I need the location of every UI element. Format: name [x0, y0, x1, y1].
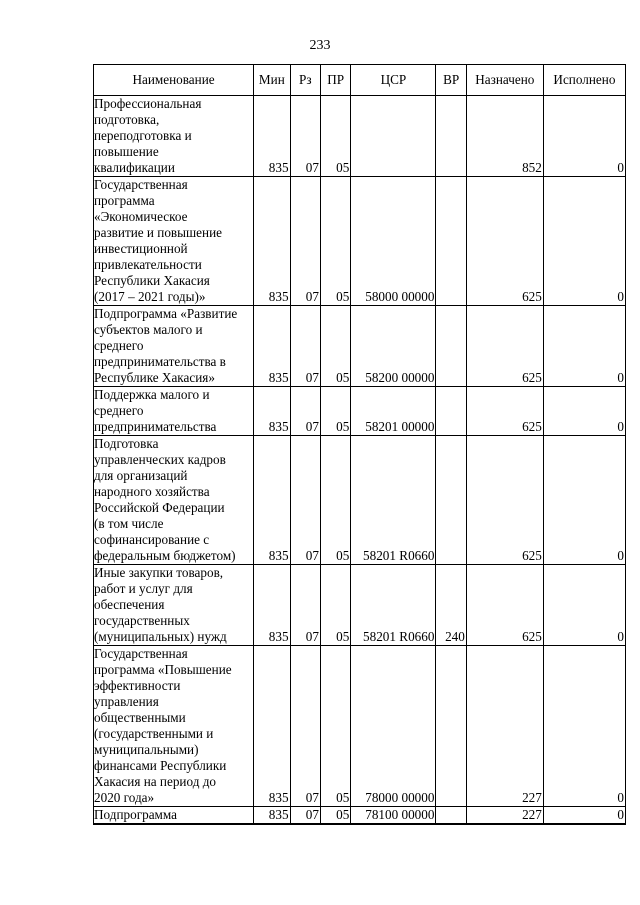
row-pr: 05 — [320, 96, 350, 177]
row-vr — [436, 436, 466, 565]
row-executed: 0 — [543, 177, 625, 306]
row-csr: 58201 00000 — [351, 387, 436, 436]
row-executed: 0 — [543, 436, 625, 565]
table-row — [94, 646, 626, 807]
table-row — [94, 96, 626, 177]
row-assigned: 625 — [466, 565, 543, 646]
row-pr: 05 — [320, 807, 350, 825]
row-assigned: 625 — [466, 177, 543, 306]
row-executed: 0 — [543, 306, 625, 387]
row-min: 835 — [254, 177, 290, 306]
row-csr: 58201 R0660 — [351, 436, 436, 565]
row-rz: 07 — [290, 96, 320, 177]
row-rz: 07 — [290, 807, 320, 825]
row-name: Иные закупки товаров, работ и услуг для обеспечения государственных (муниципальных) нужд — [94, 565, 254, 646]
row-min: 835 — [254, 565, 290, 646]
row-executed: 0 — [543, 387, 625, 436]
row-vr — [436, 177, 466, 306]
header-name: Наименование — [94, 65, 254, 96]
page-number: 233 — [309, 38, 331, 53]
table-row — [94, 306, 626, 387]
row-csr: 58000 00000 — [351, 177, 436, 306]
row-vr — [436, 807, 466, 825]
row-assigned: 625 — [466, 387, 543, 436]
row-assigned: 625 — [466, 306, 543, 387]
row-min: 835 — [254, 807, 290, 825]
table-row — [94, 436, 626, 565]
header-pr: ПР — [320, 65, 350, 96]
row-vr — [436, 387, 466, 436]
row-pr: 05 — [320, 646, 350, 807]
row-csr — [351, 96, 436, 177]
row-name: Профессиональная подготовка, переподготовка и повышение квалификации — [94, 96, 254, 177]
row-csr: 58201 R0660 — [351, 565, 436, 646]
row-min: 835 — [254, 306, 290, 387]
row-csr: 78000 00000 — [351, 646, 436, 807]
row-min: 835 — [254, 387, 290, 436]
row-executed: 0 — [543, 96, 625, 177]
row-assigned: 227 — [466, 646, 543, 807]
row-rz: 07 — [290, 177, 320, 306]
row-vr — [436, 646, 466, 807]
row-assigned: 625 — [466, 436, 543, 565]
row-rz: 07 — [290, 306, 320, 387]
row-pr: 05 — [320, 436, 350, 565]
row-min: 835 — [254, 436, 290, 565]
row-name: Подпрограмма «Развитие субъектов малого и среднего предпринимательства в Республике Хакасия» — [94, 306, 254, 387]
table-row — [94, 807, 626, 825]
row-name: Поддержка малого и среднего предпринимательства — [94, 387, 254, 436]
row-rz: 07 — [290, 436, 320, 565]
row-csr: 58200 00000 — [351, 306, 436, 387]
row-rz: 07 — [290, 387, 320, 436]
row-assigned: 227 — [466, 807, 543, 825]
header-row — [94, 65, 626, 96]
row-pr: 05 — [320, 387, 350, 436]
table-row — [94, 565, 626, 646]
budget-table — [93, 64, 626, 825]
header-csr: ЦСР — [351, 65, 436, 96]
row-vr — [436, 306, 466, 387]
row-name: Подготовка управленческих кадров для организаций народного хозяйства Российской Федерации (в том числе софинансирование с федеральным бюджетом) — [94, 436, 254, 565]
row-executed: 0 — [543, 807, 625, 825]
row-vr: 240 — [436, 565, 466, 646]
row-min: 835 — [254, 96, 290, 177]
header-rz: Рз — [290, 65, 320, 96]
row-assigned: 852 — [466, 96, 543, 177]
table-row — [94, 177, 626, 306]
row-rz: 07 — [290, 565, 320, 646]
header-assigned: Назначено — [466, 65, 543, 96]
row-csr: 78100 00000 — [351, 807, 436, 825]
row-pr: 05 — [320, 306, 350, 387]
row-executed: 0 — [543, 565, 625, 646]
row-executed: 0 — [543, 646, 625, 807]
row-name: Подпрограмма — [94, 807, 254, 825]
header-vr: ВР — [436, 65, 466, 96]
row-pr: 05 — [320, 565, 350, 646]
row-rz: 07 — [290, 646, 320, 807]
row-name: Государственная программа «Экономическое развитие и повышение инвестиционной привлекательности Республики Хакасия (2017 – 2021 годы)» — [94, 177, 254, 306]
table-row — [94, 387, 626, 436]
row-name: Государственная программа «Повышение эффективности управления общественными (государственными и муниципальными) финансами Республики Хакасия на период до 2020 года» — [94, 646, 254, 807]
row-min: 835 — [254, 646, 290, 807]
row-vr — [436, 96, 466, 177]
header-min: Мин — [254, 65, 290, 96]
header-executed: Исполнено — [543, 65, 625, 96]
row-pr: 05 — [320, 177, 350, 306]
